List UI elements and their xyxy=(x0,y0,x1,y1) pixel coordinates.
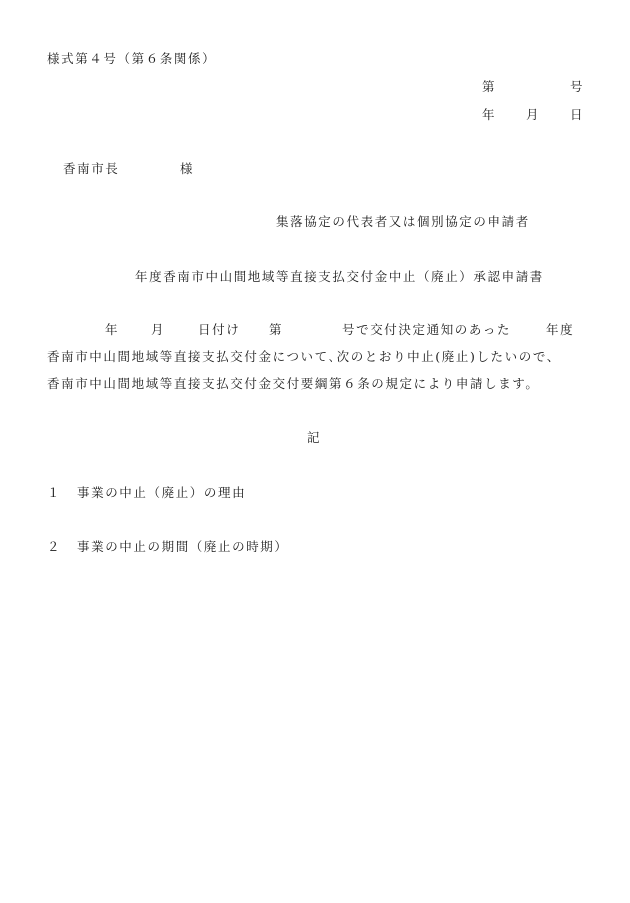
item-text: 事業の中止（廃止）の理由 xyxy=(77,485,247,500)
applicant-label: 集落協定の代表者又は個別協定の申請者 xyxy=(276,214,530,229)
body-fiscal-year: 年度 xyxy=(546,322,575,337)
body-year: 年 xyxy=(105,322,120,337)
form-number: 様式第４号（第６条関係） xyxy=(47,51,217,66)
item-number: ２ xyxy=(47,539,62,554)
number-label-go: 号 xyxy=(570,79,585,94)
ki-heading: 記 xyxy=(307,430,322,445)
date-year-label: 年 xyxy=(482,107,497,122)
body-month: 月 xyxy=(151,322,166,337)
addressee xyxy=(63,161,195,177)
number-label-dai: 第 xyxy=(482,79,497,94)
body-line-2: 香南市中山間地域等直接支払交付金について､次のとおり中止(廃止)したいので、 xyxy=(47,349,561,364)
body-dai: 第 xyxy=(269,322,284,337)
date-day-label: 日 xyxy=(570,107,585,122)
addressee-name: 香南市長 xyxy=(63,161,120,176)
addressee-honorific: 様 xyxy=(180,161,195,176)
body-notice: 号で交付決定通知のあった xyxy=(342,322,512,337)
body-line-3: 香南市中山間地域等直接支払交付金交付要綱第６条の規定により申請します。 xyxy=(47,376,540,391)
body-day-dated: 日付け xyxy=(198,322,241,337)
document-title: 年度香南市中山間地域等直接支払交付金中止（廃止）承認申請書 xyxy=(135,269,544,284)
date-month-label: 月 xyxy=(526,107,541,122)
item-number: １ xyxy=(47,485,62,500)
item-text: 事業の中止の期間（廃止の時期） xyxy=(77,539,289,554)
